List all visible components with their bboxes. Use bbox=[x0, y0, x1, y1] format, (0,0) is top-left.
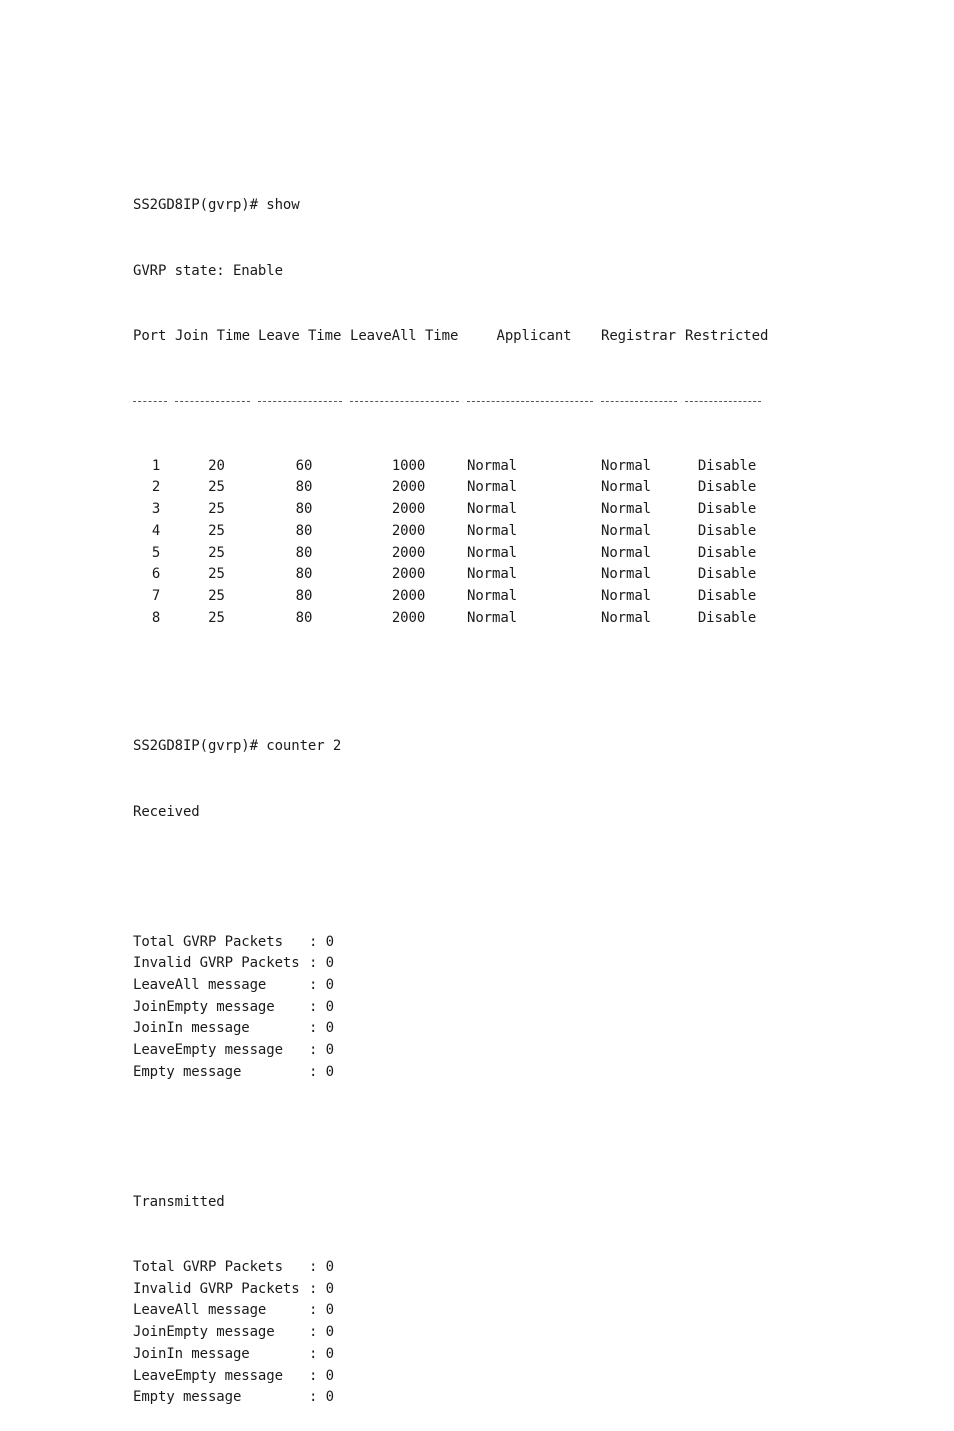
cell-port: 1 bbox=[151, 457, 161, 474]
blank-line bbox=[133, 867, 341, 889]
col-header-registrar: Registrar bbox=[601, 327, 676, 344]
separator-dash bbox=[175, 391, 258, 413]
stat-value: : 0 bbox=[309, 977, 334, 994]
cell-registrar: Normal bbox=[601, 566, 651, 583]
col-header-port: Port bbox=[133, 327, 167, 344]
table-row bbox=[133, 499, 769, 521]
stat-label: Total GVRP Packets bbox=[133, 1259, 283, 1276]
cell-port: 4 bbox=[151, 522, 161, 539]
cell-leave-time: 80 bbox=[295, 587, 313, 604]
cell-join-time: 25 bbox=[208, 566, 225, 583]
cell-registrar: Normal bbox=[601, 609, 651, 626]
cell-port: 3 bbox=[151, 501, 161, 518]
stat-line bbox=[133, 1279, 341, 1301]
cell-leaveall-time: 2000 bbox=[391, 522, 426, 539]
stat-line bbox=[133, 1018, 341, 1040]
separator-dash bbox=[685, 391, 769, 413]
col-header-applicant: Applicant bbox=[496, 327, 572, 344]
cell-leave-time: 80 bbox=[295, 522, 313, 539]
received-title: Received bbox=[133, 803, 200, 820]
stat-label: JoinIn message bbox=[133, 1345, 250, 1362]
cell-leaveall-time: 2000 bbox=[391, 501, 426, 518]
counter-command-line: SS2GD8IP(gvrp)# counter 2 bbox=[133, 738, 342, 755]
stat-value: : 0 bbox=[309, 1367, 334, 1384]
separator-dash bbox=[133, 391, 175, 413]
stat-label: Empty message bbox=[133, 1063, 242, 1080]
col-header-join-time: Join Time bbox=[175, 327, 250, 344]
cell-port: 5 bbox=[151, 544, 161, 561]
stat-label: JoinEmpty message bbox=[133, 1324, 275, 1341]
gvrp-state-line: GVRP state: Enable bbox=[133, 262, 283, 279]
cell-leaveall-time: 2000 bbox=[391, 587, 426, 604]
gvrp-show-output bbox=[133, 152, 769, 651]
cell-applicant: Normal bbox=[467, 501, 517, 518]
blank-line bbox=[133, 1127, 341, 1149]
stat-value: : 0 bbox=[309, 1389, 334, 1406]
stat-value: : 0 bbox=[309, 998, 334, 1015]
table-separator bbox=[133, 391, 769, 413]
stat-label: JoinEmpty message bbox=[133, 998, 275, 1015]
stat-line bbox=[133, 1387, 341, 1409]
cell-applicant: Normal bbox=[467, 479, 517, 496]
stat-label: LeaveAll message bbox=[133, 1302, 267, 1319]
stat-value: : 0 bbox=[309, 1324, 334, 1341]
stat-line bbox=[133, 1257, 341, 1279]
stat-value: : 0 bbox=[309, 1042, 334, 1059]
stat-line bbox=[133, 953, 341, 975]
cell-join-time: 25 bbox=[208, 522, 225, 539]
stat-line bbox=[133, 975, 341, 997]
cell-registrar: Normal bbox=[601, 587, 651, 604]
show-command-line: SS2GD8IP(gvrp)# show bbox=[133, 197, 300, 214]
cell-leave-time: 80 bbox=[295, 609, 313, 626]
cell-applicant: Normal bbox=[467, 566, 517, 583]
cell-port: 8 bbox=[151, 609, 161, 626]
stat-label: Empty message bbox=[133, 1389, 242, 1406]
table-row bbox=[133, 586, 769, 608]
cell-restricted: Disable bbox=[697, 522, 757, 539]
cell-applicant: Normal bbox=[467, 457, 517, 474]
cell-leaveall-time: 2000 bbox=[391, 544, 426, 561]
stat-line bbox=[133, 932, 341, 954]
table-body bbox=[133, 456, 769, 630]
cell-applicant: Normal bbox=[467, 609, 517, 626]
stat-value: : 0 bbox=[309, 1280, 334, 1297]
cell-leave-time: 80 bbox=[295, 566, 313, 583]
stat-value: : 0 bbox=[309, 933, 334, 950]
cell-port: 2 bbox=[151, 479, 161, 496]
table-row bbox=[133, 477, 769, 499]
stat-value: : 0 bbox=[309, 1345, 334, 1362]
stat-label: Invalid GVRP Packets bbox=[133, 955, 300, 972]
separator-dash bbox=[601, 391, 685, 413]
cell-restricted: Disable bbox=[697, 501, 757, 518]
cell-leave-time: 80 bbox=[295, 501, 313, 518]
col-header-leave-time: Leave Time bbox=[258, 327, 342, 344]
cell-leave-time: 60 bbox=[295, 457, 313, 474]
cell-restricted: Disable bbox=[697, 544, 757, 561]
stat-line bbox=[133, 1366, 341, 1388]
stat-label: Invalid GVRP Packets bbox=[133, 1280, 300, 1297]
cell-join-time: 25 bbox=[208, 501, 225, 518]
cell-leave-time: 80 bbox=[295, 544, 313, 561]
received-stats bbox=[133, 932, 341, 1084]
cell-port: 7 bbox=[151, 587, 161, 604]
stat-line bbox=[133, 1040, 341, 1062]
gvrp-counter-output bbox=[133, 693, 341, 1431]
stat-line bbox=[133, 1344, 341, 1366]
cell-registrar: Normal bbox=[601, 457, 651, 474]
table-row bbox=[133, 543, 769, 565]
cell-restricted: Disable bbox=[697, 457, 757, 474]
col-header-leaveall-time: LeaveAll Time bbox=[350, 327, 459, 344]
cell-registrar: Normal bbox=[601, 522, 651, 539]
cell-join-time: 20 bbox=[208, 457, 225, 474]
cell-restricted: Disable bbox=[697, 587, 757, 604]
stat-label: LeaveAll message bbox=[133, 977, 267, 994]
separator-dash bbox=[350, 391, 467, 413]
table-header bbox=[133, 326, 769, 348]
stat-line bbox=[133, 1300, 341, 1322]
cell-applicant: Normal bbox=[467, 544, 517, 561]
stat-label: LeaveEmpty message bbox=[133, 1367, 283, 1384]
col-header-restricted: Restricted bbox=[685, 327, 769, 344]
cell-join-time: 25 bbox=[208, 587, 225, 604]
cell-leave-time: 80 bbox=[295, 479, 313, 496]
cell-port: 6 bbox=[151, 566, 161, 583]
cell-join-time: 25 bbox=[208, 544, 225, 561]
cell-leaveall-time: 1000 bbox=[391, 457, 426, 474]
stat-value: : 0 bbox=[309, 955, 334, 972]
separator-dash bbox=[258, 391, 350, 413]
cell-leaveall-time: 2000 bbox=[391, 479, 426, 496]
stat-value: : 0 bbox=[309, 1063, 334, 1080]
stat-value: : 0 bbox=[309, 1020, 334, 1037]
stat-line bbox=[133, 1062, 341, 1084]
cell-registrar: Normal bbox=[601, 479, 651, 496]
cell-applicant: Normal bbox=[467, 587, 517, 604]
stat-label: LeaveEmpty message bbox=[133, 1042, 283, 1059]
table-row bbox=[133, 521, 769, 543]
cell-restricted: Disable bbox=[697, 566, 757, 583]
stat-line bbox=[133, 1322, 341, 1344]
transmitted-title: Transmitted bbox=[133, 1194, 225, 1210]
cell-registrar: Normal bbox=[601, 501, 651, 518]
separator-dash bbox=[467, 391, 601, 413]
stat-label: Total GVRP Packets bbox=[133, 933, 283, 950]
transmitted-stats bbox=[133, 1257, 341, 1409]
table-row bbox=[133, 456, 769, 478]
cell-leaveall-time: 2000 bbox=[391, 609, 426, 626]
stat-label: JoinIn message bbox=[133, 1020, 250, 1037]
stat-line bbox=[133, 997, 341, 1019]
cell-restricted: Disable bbox=[697, 479, 757, 496]
cell-leaveall-time: 2000 bbox=[391, 566, 426, 583]
cell-join-time: 25 bbox=[208, 479, 225, 496]
cell-join-time: 25 bbox=[208, 609, 225, 626]
stat-value: : 0 bbox=[309, 1259, 334, 1276]
cell-restricted: Disable bbox=[697, 609, 757, 626]
cell-applicant: Normal bbox=[467, 522, 517, 539]
cell-registrar: Normal bbox=[601, 544, 651, 561]
stat-value: : 0 bbox=[309, 1302, 334, 1319]
table-row bbox=[133, 608, 769, 630]
table-row bbox=[133, 564, 769, 586]
